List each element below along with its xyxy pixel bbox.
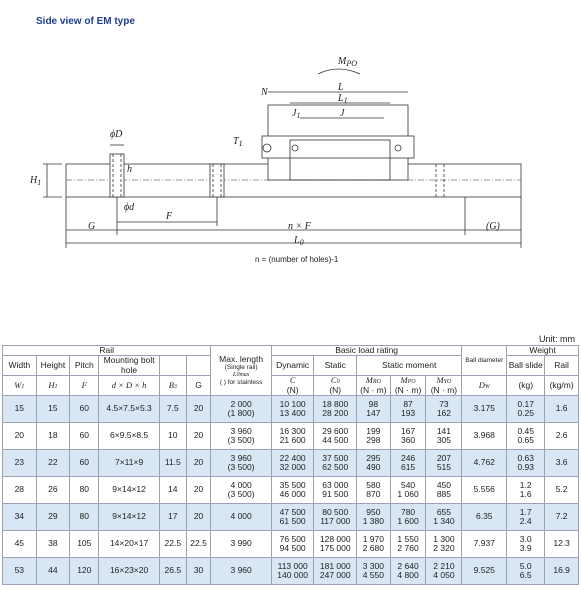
table-cell: 10 (159, 422, 186, 449)
table-cell: 98 147 (357, 395, 391, 422)
table-cell: 3.968 (462, 422, 507, 449)
table-cell: 2 000 (1 800) (211, 395, 272, 422)
table-cell: 16.9 (545, 557, 579, 584)
label-n-times-f: n × F (288, 221, 311, 232)
table-cell: 20 (186, 449, 211, 476)
mpo-header: MPO (N · m) (390, 376, 426, 396)
table-cell: 14×20×17 (99, 530, 160, 557)
table-row (3, 422, 579, 449)
static-header: Static (314, 356, 357, 376)
label-g: G (88, 221, 96, 232)
table-cell: 199 298 (357, 422, 391, 449)
table-cell: 207 515 (426, 449, 462, 476)
table-row (3, 395, 579, 422)
label-g-paren: (G) (486, 221, 500, 232)
table-row (3, 530, 579, 557)
label-f: F (166, 211, 173, 222)
table-cell: 45 (3, 530, 37, 557)
table-cell: 950 1 380 (357, 503, 391, 530)
height-header: Height (36, 356, 70, 376)
table-cell: 4 000 (211, 503, 272, 530)
specs-table (2, 345, 579, 585)
dynamic-header: Dynamic (271, 356, 314, 376)
label-l1: $L_1$ (338, 93, 348, 105)
table-cell: 2 210 4 050 (426, 557, 462, 584)
ball-slide-header: Ball slide (507, 356, 545, 376)
table-cell: 80 500 117 000 (314, 503, 357, 530)
table-cell: 63 000 91 500 (314, 476, 357, 503)
label-h: h (127, 164, 132, 175)
table-cell: 20 (3, 422, 37, 449)
mounting-hole-left (110, 154, 124, 197)
max-length-header: Max. length (Single rail) L0max ( ) for stainless (211, 346, 272, 396)
table-cell: 18 (36, 422, 70, 449)
table-cell: 141 305 (426, 422, 462, 449)
width-header: Width (3, 356, 37, 376)
table-cell: 246 615 (390, 449, 426, 476)
table-cell: 20 (186, 395, 211, 422)
b3-header: B3 (159, 376, 186, 396)
table-cell: 540 1 060 (390, 476, 426, 503)
label-j: J (340, 108, 345, 119)
table-cell: 12.3 (545, 530, 579, 557)
table-cell: 53 (3, 557, 37, 584)
table-cell: 9×14×12 (99, 476, 160, 503)
kg-header: (kg) (507, 376, 545, 396)
table-cell: 4.762 (462, 449, 507, 476)
table-cell: 6.35 (462, 503, 507, 530)
table-cell: 7.937 (462, 530, 507, 557)
table-cell: 9×14×12 (99, 503, 160, 530)
static-moment-header: Static moment (357, 356, 462, 376)
table-cell: 5.2 (545, 476, 579, 503)
table-row (3, 476, 579, 503)
table-cell: 20 (186, 476, 211, 503)
table-cell: 15 (3, 395, 37, 422)
g-header: G (186, 376, 211, 396)
table-cell: 10 100 13 400 (271, 395, 314, 422)
specs-table-body (3, 395, 579, 584)
table-cell: 3 960 (3 500) (211, 422, 272, 449)
table-cell: 80 (70, 503, 99, 530)
table-cell: 15 (36, 395, 70, 422)
table-cell: 1.7 2.4 (507, 503, 545, 530)
basic-load-header: Basic load rating (271, 346, 461, 356)
table-cell: 5.556 (462, 476, 507, 503)
ddh-header: d × D × h (99, 376, 160, 396)
table-cell: 28 (3, 476, 37, 503)
table-cell: 1 550 2 760 (390, 530, 426, 557)
table-cell: 181 000 247 000 (314, 557, 357, 584)
table-cell: 26.5 (159, 557, 186, 584)
label-l: L (338, 82, 344, 93)
table-cell: 9.525 (462, 557, 507, 584)
table-cell: 2 640 4 800 (390, 557, 426, 584)
table-cell: 60 (70, 395, 99, 422)
table-cell: 4.5×7.5×5.3 (99, 395, 160, 422)
mounting-hole-right (210, 164, 224, 197)
table-cell: 30 (186, 557, 211, 584)
table-cell: 580 870 (357, 476, 391, 503)
table-cell: 16×23×20 (99, 557, 160, 584)
table-cell: 1.2 1.6 (507, 476, 545, 503)
table-cell: 450 885 (426, 476, 462, 503)
table-cell: 0.17 0.25 (507, 395, 545, 422)
table-cell: 3 960 (3 500) (211, 449, 272, 476)
table-cell: 80 (70, 476, 99, 503)
table-cell: 60 (70, 449, 99, 476)
table-cell: 7×11×9 (99, 449, 160, 476)
table-cell: 0.63 0.93 (507, 449, 545, 476)
label-n: N (261, 87, 268, 98)
label-j1: $J_1$ (292, 108, 301, 120)
table-cell: 73 162 (426, 395, 462, 422)
table-cell: 44 (36, 557, 70, 584)
dw-header: DW (462, 376, 507, 396)
table-cell: 1.6 (545, 395, 579, 422)
table-cell: 38 (36, 530, 70, 557)
table-cell: 14 (159, 476, 186, 503)
table-cell: 26 (36, 476, 70, 503)
weight-header: Weight (507, 346, 579, 356)
table-cell: 22.5 (186, 530, 211, 557)
table-cell: 22 (36, 449, 70, 476)
pitch-header: Pitch (70, 356, 99, 376)
table-cell: 16 300 21 600 (271, 422, 314, 449)
unit-label: Unit: mm (539, 334, 575, 344)
label-h1: $H_1$ (30, 175, 42, 187)
table-cell: 20 (186, 422, 211, 449)
table-cell: 29 600 44 500 (314, 422, 357, 449)
table-cell: 128 000 175 000 (314, 530, 357, 557)
label-phi-big-d: ϕD (110, 129, 123, 140)
myo-header: MYO (N · m) (426, 376, 462, 396)
table-cell: 2.6 (545, 422, 579, 449)
table-row (3, 503, 579, 530)
mounting-header: Mounting bolt hole (99, 356, 160, 376)
table-cell: 295 490 (357, 449, 391, 476)
table-cell: 1 300 2 320 (426, 530, 462, 557)
table-cell: 22 400 32 000 (271, 449, 314, 476)
label-note: n = (number of holes)-1 (255, 255, 339, 264)
mro-header: MRO (N · m) (357, 376, 391, 396)
table-cell: 6×9.5×8.5 (99, 422, 160, 449)
label-phi-small-d: ϕd (124, 202, 135, 213)
kgm-header: (kg/m) (545, 376, 579, 396)
table-row (3, 557, 579, 584)
table-cell: 167 360 (390, 422, 426, 449)
table-cell: 1 970 2 680 (357, 530, 391, 557)
f-header: F (70, 376, 99, 396)
table-cell: 17 (159, 503, 186, 530)
table-cell: 0.45 0.65 (507, 422, 545, 449)
table-cell: 87 193 (390, 395, 426, 422)
table-cell: 76 500 94 500 (271, 530, 314, 557)
table-cell: 3.6 (545, 449, 579, 476)
table-cell: 4 000 (3 500) (211, 476, 272, 503)
table-cell: 20 (186, 503, 211, 530)
table-cell: 113 000 140 000 (271, 557, 314, 584)
ball-slide-end-caps (262, 136, 414, 158)
page-title: Side view of EM type (36, 16, 135, 27)
table-cell: 47 500 61 500 (271, 503, 314, 530)
table-cell: 120 (70, 557, 99, 584)
table-cell: 60 (70, 422, 99, 449)
table-cell: 29 (36, 503, 70, 530)
table-row (3, 449, 579, 476)
mounting-hole-far (436, 164, 444, 197)
table-cell: 655 1 340 (426, 503, 462, 530)
table-cell: 3 960 (211, 557, 272, 584)
h1-header: H1 (36, 376, 70, 396)
table-cell: 3 300 4 550 (357, 557, 391, 584)
rail-weight-header: Rail (545, 356, 579, 376)
table-cell: 7.2 (545, 503, 579, 530)
table-cell: 3.0 3.9 (507, 530, 545, 557)
c-header: C (N) (271, 376, 314, 396)
ball-diameter-header: Ball diameter (462, 346, 507, 376)
table-cell: 3.175 (462, 395, 507, 422)
table-cell: 5.0 6.5 (507, 557, 545, 584)
label-t1: $T_1$ (233, 136, 243, 148)
label-l0: $L_0$ (294, 235, 304, 247)
table-cell: 35 500 46 000 (271, 476, 314, 503)
table-cell: 23 (3, 449, 37, 476)
table-cell: 11.5 (159, 449, 186, 476)
table-cell: 34 (3, 503, 37, 530)
rail-header: Rail (3, 346, 211, 356)
table-cell: 7.5 (159, 395, 186, 422)
table-cell: 780 1 600 (390, 503, 426, 530)
table-cell: 105 (70, 530, 99, 557)
label-mpo: $M_{PO}$ (338, 56, 358, 68)
c0-header: C0 (N) (314, 376, 357, 396)
table-cell: 18 800 28 200 (314, 395, 357, 422)
table-cell: 3 990 (211, 530, 272, 557)
table-cell: 37 500 62 500 (314, 449, 357, 476)
table-cell: 22.5 (159, 530, 186, 557)
w1-header: W1 (3, 376, 37, 396)
moment-arrow (318, 69, 360, 74)
